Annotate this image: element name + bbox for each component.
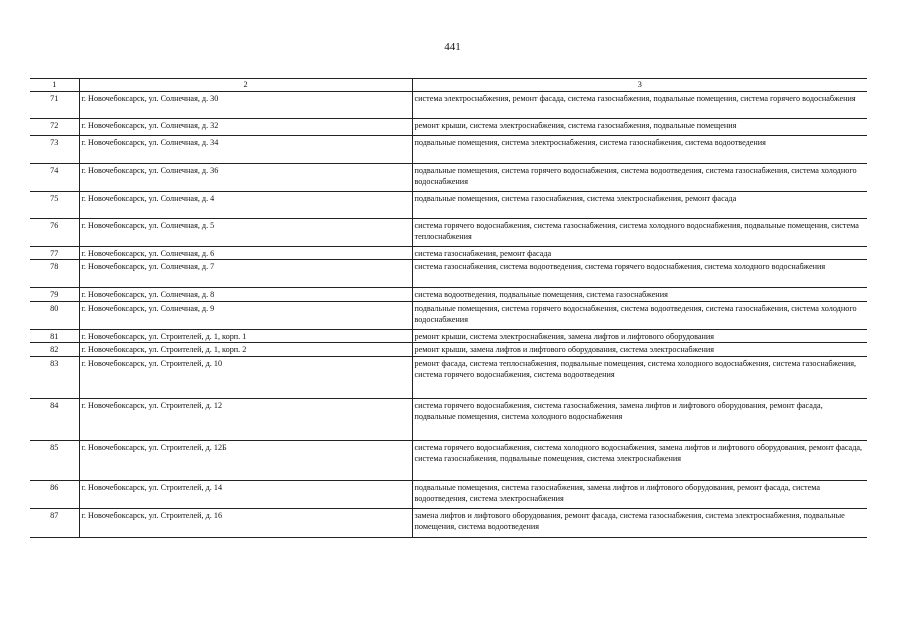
table-row (30, 480, 867, 508)
row-address: г. Новочебоксарск, ул. Солнечная, д. 7 (79, 260, 412, 288)
row-address: г. Новочебоксарск, ул. Солнечная, д. 32 (79, 118, 412, 135)
table-row (30, 356, 867, 398)
row-address: г. Новочебоксарск, ул. Строителей, д. 14 (79, 480, 412, 508)
row-number: 80 (30, 301, 79, 329)
page-number: 441 (444, 41, 461, 53)
table-row (30, 329, 867, 343)
table-row (30, 91, 867, 118)
row-number: 81 (30, 329, 79, 343)
table-row (30, 398, 867, 440)
row-works: система электроснабжения, ремонт фасада, система газоснабжения, подвальные помещения, система горячего водоснабжения (412, 91, 867, 118)
row-number: 73 (30, 135, 79, 163)
header-col-3: 3 (412, 79, 867, 92)
row-address: г. Новочебоксарск, ул. Строителей, д. 12 (79, 398, 412, 440)
row-works: подвальные помещения, система горячего водоснабжения, система водоотведения, система газоснабжения, система холодного водоснабжения (412, 163, 867, 191)
row-address: г. Новочебоксарск, ул. Солнечная, д. 30 (79, 91, 412, 118)
table-row (30, 191, 867, 218)
table-row (30, 246, 867, 260)
row-number: 85 (30, 440, 79, 480)
row-works: ремонт крыши, замена лифтов и лифтового оборудования, система электроснабжения (412, 343, 867, 357)
table-row (30, 440, 867, 480)
table-header-row (30, 79, 867, 92)
row-address: г. Новочебоксарск, ул. Солнечная, д. 9 (79, 301, 412, 329)
row-works: ремонт крыши, система электроснабжения, замена лифтов и лифтового оборудования (412, 329, 867, 343)
table-row (30, 508, 867, 537)
table-row (30, 163, 867, 191)
row-number: 78 (30, 260, 79, 288)
row-number: 87 (30, 508, 79, 537)
row-works: подвальные помещения, система горячего водоснабжения, система водоотведения, система газоснабжения, система холодного водоснабжения (412, 301, 867, 329)
table-row (30, 288, 867, 302)
table-row (30, 260, 867, 288)
table-row (30, 135, 867, 163)
row-number: 72 (30, 118, 79, 135)
row-number: 82 (30, 343, 79, 357)
row-address: г. Новочебоксарск, ул. Строителей, д. 12Б (79, 440, 412, 480)
row-works: подвальные помещения, система газоснабжения, замена лифтов и лифтового оборудования, ремонт фасада, система водоотведения, система электроснабжения (412, 480, 867, 508)
row-number: 75 (30, 191, 79, 218)
row-address: г. Новочебоксарск, ул. Солнечная, д. 4 (79, 191, 412, 218)
row-number: 76 (30, 218, 79, 246)
row-works: система горячего водоснабжения, система газоснабжения, замена лифтов и лифтового оборудования, ремонт фасада, подвальные помещения, система холодного водоснабжения (412, 398, 867, 440)
address-works-table (30, 78, 867, 538)
row-number: 77 (30, 246, 79, 260)
row-address: г. Новочебоксарск, ул. Строителей, д. 16 (79, 508, 412, 537)
row-works: система горячего водоснабжения, система газоснабжения, система холодного водоснабжения, подвальные помещения, система теплоснабжения (412, 218, 867, 246)
row-works: система горячего водоснабжения, система холодного водоснабжения, замена лифтов и лифтового оборудования, ремонт фасада, система газоснабжения, подвальные помещения, система электроснабжения (412, 440, 867, 480)
header-col-1: 1 (30, 79, 79, 92)
row-number: 86 (30, 480, 79, 508)
table-row (30, 343, 867, 357)
row-works: ремонт фасада, система теплоснабжения, подвальные помещения, система холодного водоснабжения, система газоснабжения, система горячего водоснабжения, система водоотведения (412, 356, 867, 398)
row-address: г. Новочебоксарск, ул. Солнечная, д. 5 (79, 218, 412, 246)
row-address: г. Новочебоксарск, ул. Строителей, д. 1, корп. 1 (79, 329, 412, 343)
row-works: замена лифтов и лифтового оборудования, ремонт фасада, система газоснабжения, система электроснабжения, подвальные помещения, система водоотведения (412, 508, 867, 537)
header-col-2: 2 (79, 79, 412, 92)
row-address: г. Новочебоксарск, ул. Солнечная, д. 8 (79, 288, 412, 302)
row-works: подвальные помещения, система электроснабжения, система газоснабжения, система водоотведения (412, 135, 867, 163)
row-address: г. Новочебоксарск, ул. Солнечная, д. 6 (79, 246, 412, 260)
table-row (30, 118, 867, 135)
table-row (30, 301, 867, 329)
row-works: ремонт крыши, система электроснабжения, система газоснабжения, подвальные помещения (412, 118, 867, 135)
row-address: г. Новочебоксарск, ул. Строителей, д. 1, корп. 2 (79, 343, 412, 357)
row-works: подвальные помещения, система газоснабжения, система электроснабжения, ремонт фасада (412, 191, 867, 218)
row-number: 83 (30, 356, 79, 398)
table-row (30, 218, 867, 246)
row-number: 84 (30, 398, 79, 440)
row-address: г. Новочебоксарск, ул. Солнечная, д. 36 (79, 163, 412, 191)
row-address: г. Новочебоксарск, ул. Строителей, д. 10 (79, 356, 412, 398)
row-works: система водоотведения, подвальные помещения, система газоснабжения (412, 288, 867, 302)
row-works: система газоснабжения, система водоотведения, система горячего водоснабжения, система холодного водоснабжения (412, 260, 867, 288)
row-number: 79 (30, 288, 79, 302)
row-number: 74 (30, 163, 79, 191)
row-address: г. Новочебоксарск, ул. Солнечная, д. 34 (79, 135, 412, 163)
row-works: система газоснабжения, ремонт фасада (412, 246, 867, 260)
row-number: 71 (30, 91, 79, 118)
